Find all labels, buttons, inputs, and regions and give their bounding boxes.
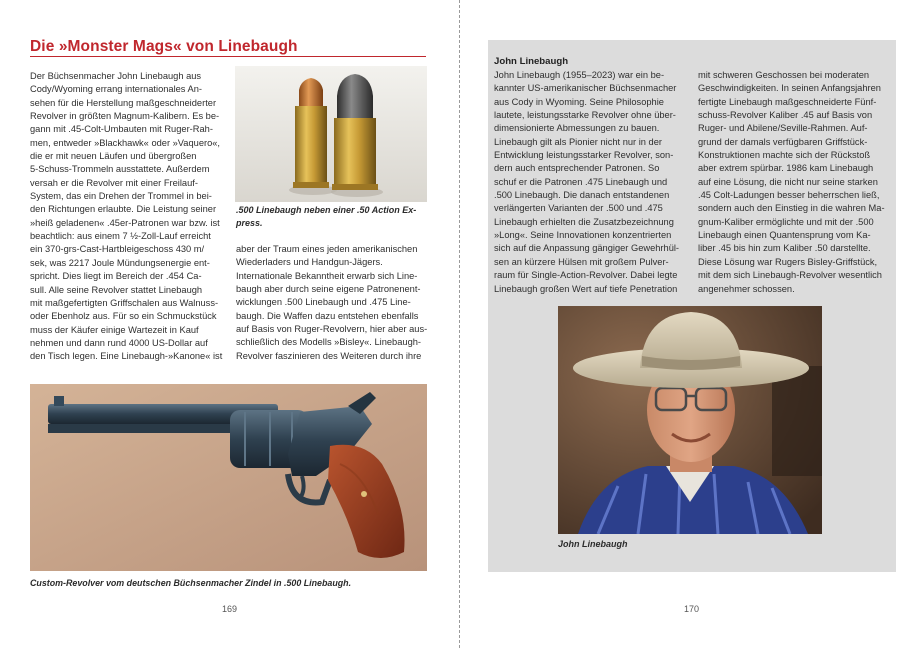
text-line: schuss-Revolver Kaliber .45 auf Basis von bbox=[698, 110, 873, 121]
text-line: liber .45 bis hin zum Kaliber .50 darstellte. bbox=[698, 243, 871, 254]
text-line: Revolver faszinieren des Weiteren durch ihre bbox=[236, 350, 422, 361]
text-line: beachtlich: aus einem 7 ½-Zoll-Lauf erreicht bbox=[30, 231, 211, 242]
text-line: muss der Käufer einige Wartezeit in Kauf bbox=[30, 324, 199, 335]
text-line: Internationale Bekanntheit erwarb sich Line- bbox=[236, 270, 418, 281]
text-line: Linebaugh einen Quantensprung vom Ka- bbox=[698, 230, 871, 241]
text-line: dern auch entsprechender Patronen. So bbox=[494, 163, 660, 174]
text-line: Linebaugh gilt als Pionier nicht nur in der bbox=[494, 136, 662, 147]
text-line: System, das ein Drehen der Trommel in bei- bbox=[30, 191, 212, 202]
text-line: raum für Single-Action-Revolver. Dabei legte bbox=[494, 270, 678, 281]
text-line: angenehmer schossen. bbox=[698, 283, 795, 294]
page-number-left: 169 bbox=[222, 604, 238, 614]
text-line: ein 370-grs-Cast-Hartbleigeschoss 430 m/ bbox=[30, 244, 205, 255]
text-segment: aber der Traum eines jeden amerikanischen bbox=[236, 244, 418, 254]
text-line: sen an kürzere Hülsen mit großem Pulver- bbox=[494, 256, 669, 267]
revolver-illustration bbox=[30, 384, 427, 571]
text-line: »Long«. Seine Innovationen konzentrierten bbox=[494, 230, 672, 241]
text-line: Wiederladers und Handgun-Jägers. bbox=[236, 257, 383, 268]
text-line: lautete, leistungsstarke Revolver ohne über- bbox=[494, 110, 676, 121]
revolver-photo bbox=[30, 384, 427, 571]
box-column-1 bbox=[494, 69, 692, 296]
text-line: mit schweren Geschossen bei moderaten bbox=[698, 70, 870, 80]
caption-line: press. bbox=[236, 217, 263, 228]
text-line: .500 Linebaugh. Die danach entstandenen bbox=[494, 190, 670, 201]
text-line: mit dem sich Linebaugh-Revolver wesentlich bbox=[698, 270, 882, 281]
text-line: kannter US-amerikanischer Büchsenmacher bbox=[494, 83, 677, 94]
chapter-title: Die »Monster Mags« von Linebaugh bbox=[30, 38, 298, 55]
caption-line: .500 Linebaugh neben einer .50 Action Ex- bbox=[236, 205, 417, 215]
text-line: Entwicklung leistungsstarker Revolver, son- bbox=[494, 150, 674, 161]
text-line: sull. Alle seine Revolver stattet Linebaugh bbox=[30, 284, 203, 295]
cartridges-caption bbox=[236, 204, 428, 229]
text-line: den Richtungen erlaubte. Die Leistung seiner bbox=[30, 204, 217, 215]
text-line: sondern auch den Einstieg in die wahren Ma- bbox=[698, 203, 885, 214]
text-line: Der Büchsenmacher John Linebaugh aus bbox=[30, 71, 202, 81]
text-line: versah er die Revolver mit einer Freilauf- bbox=[30, 177, 198, 188]
text-line: men, entweder »Blackhawk« oder »Vaquero«, bbox=[30, 137, 221, 148]
portrait-caption: John Linebaugh bbox=[558, 539, 628, 549]
text-line: sek, was 2217 Joule Mündungsenergie ent- bbox=[30, 257, 210, 268]
text-line: dimensionierte Abmessungen zu bauen. bbox=[494, 123, 660, 134]
left-column-2 bbox=[236, 243, 430, 363]
text-line: John Linebaugh (1955–2023) war ein be- bbox=[494, 70, 665, 80]
text-line: die er mit neuen Läufen und übergroßen bbox=[30, 151, 197, 162]
cartridges-illustration bbox=[235, 66, 427, 202]
text-line: auf Basis von Ruger-Revolvern, hier aber aus- bbox=[236, 324, 428, 335]
text-line: baugh aber durch seine eigene Patronenent- bbox=[236, 284, 421, 295]
text-line: grund der damals verfügbaren Griffstück- bbox=[698, 136, 868, 147]
revolver-caption: Custom-Revolver vom deutschen Büchsenmacher Zindel in .500 Linebaugh. bbox=[30, 578, 352, 588]
text-line bbox=[236, 243, 430, 256]
portrait-photo bbox=[558, 306, 822, 534]
text-line: gnum-Kaliber ermöglichte und mit der .500 bbox=[698, 216, 874, 227]
text-line: Revolver in größten Magnum-Kalibern. Es be- bbox=[30, 111, 220, 122]
text-line: Diese Lösung war Rugers Bisley-Griffstück, bbox=[698, 256, 878, 267]
text-line: Konstruktionen machte sich der Rückstoß bbox=[698, 150, 871, 161]
text-line: spricht. Dies liegt im Bereich der .454 Ca- bbox=[30, 271, 202, 282]
text-line: 5-Schuss-Trommeln ausstattete. Außerdem bbox=[30, 164, 210, 175]
text-line: baugh. Die Waffen dazu entstehen ebenfalls bbox=[236, 310, 419, 321]
page-gutter bbox=[459, 0, 460, 648]
page-number-right: 170 bbox=[684, 604, 700, 614]
text-line: auf eine Lösung, die nicht nur seine starken bbox=[698, 176, 878, 187]
box-column-2 bbox=[698, 69, 894, 296]
text-line: gann mit .45-Colt-Umbauten mit Ruger-Rah- bbox=[30, 124, 213, 135]
text-line: den Tisch legen. Eine Linebaugh-»Kanone« ist bbox=[30, 351, 223, 362]
text-line: schließlich des Modells »Bisley«. Linebaugh- bbox=[236, 337, 422, 348]
text-line: Geschwindigkeiten. In seinen Anfangsjahren bbox=[698, 83, 881, 94]
text-line: aus Cody in Wyoming. Seine Philosophie bbox=[494, 96, 664, 107]
text-line: Linebaugh erhielten die Zusatzbezeichnung bbox=[494, 216, 674, 227]
text-line: nehmen und dann rund 4000 US-Dollar auf bbox=[30, 337, 208, 348]
text-line: fertigte Linebaugh maßgeschneiderte Fünf- bbox=[698, 96, 877, 107]
text-line: Linebaugh großen Wert auf tiefe Penetration bbox=[494, 283, 678, 294]
text-line: sehen für die Herstellung maßgeschneiderter bbox=[30, 97, 217, 108]
portrait-illustration bbox=[558, 306, 822, 534]
text-line: mit maßgefertigten Griffschalen aus Walnuss- bbox=[30, 297, 219, 308]
text-line: verlängerten Varianten der .500 und .475 bbox=[494, 203, 663, 214]
title-underline bbox=[30, 56, 426, 57]
text-line: schuf er die Patronen .475 Linebaugh und bbox=[494, 176, 668, 187]
text-line: »heiß geladenen« .45er-Patronen war bzw. ist bbox=[30, 217, 220, 228]
box-heading: John Linebaugh bbox=[494, 56, 569, 67]
text-line: sich auf die Anpassung gängiger Gewehrhül- bbox=[494, 243, 680, 254]
text-line: .45 Colt-Ladungen besser beherrschen ließ, bbox=[698, 190, 880, 201]
cartridges-photo bbox=[235, 66, 427, 202]
text-line: wicklungen .500 Linebaugh und .475 Line- bbox=[236, 297, 411, 308]
text-line: Ruger- und Abilene/Seville-Rahmen. Auf- bbox=[698, 123, 868, 134]
left-column-1 bbox=[30, 70, 228, 364]
text-line: aber extrem spürbar. 1986 kam Linebaugh bbox=[698, 163, 874, 174]
text-line: oder Ebenholz aus. Für so ein Schmuckstück bbox=[30, 311, 217, 322]
text-line: Cody/Wyoming errang internationales An- bbox=[30, 84, 202, 95]
